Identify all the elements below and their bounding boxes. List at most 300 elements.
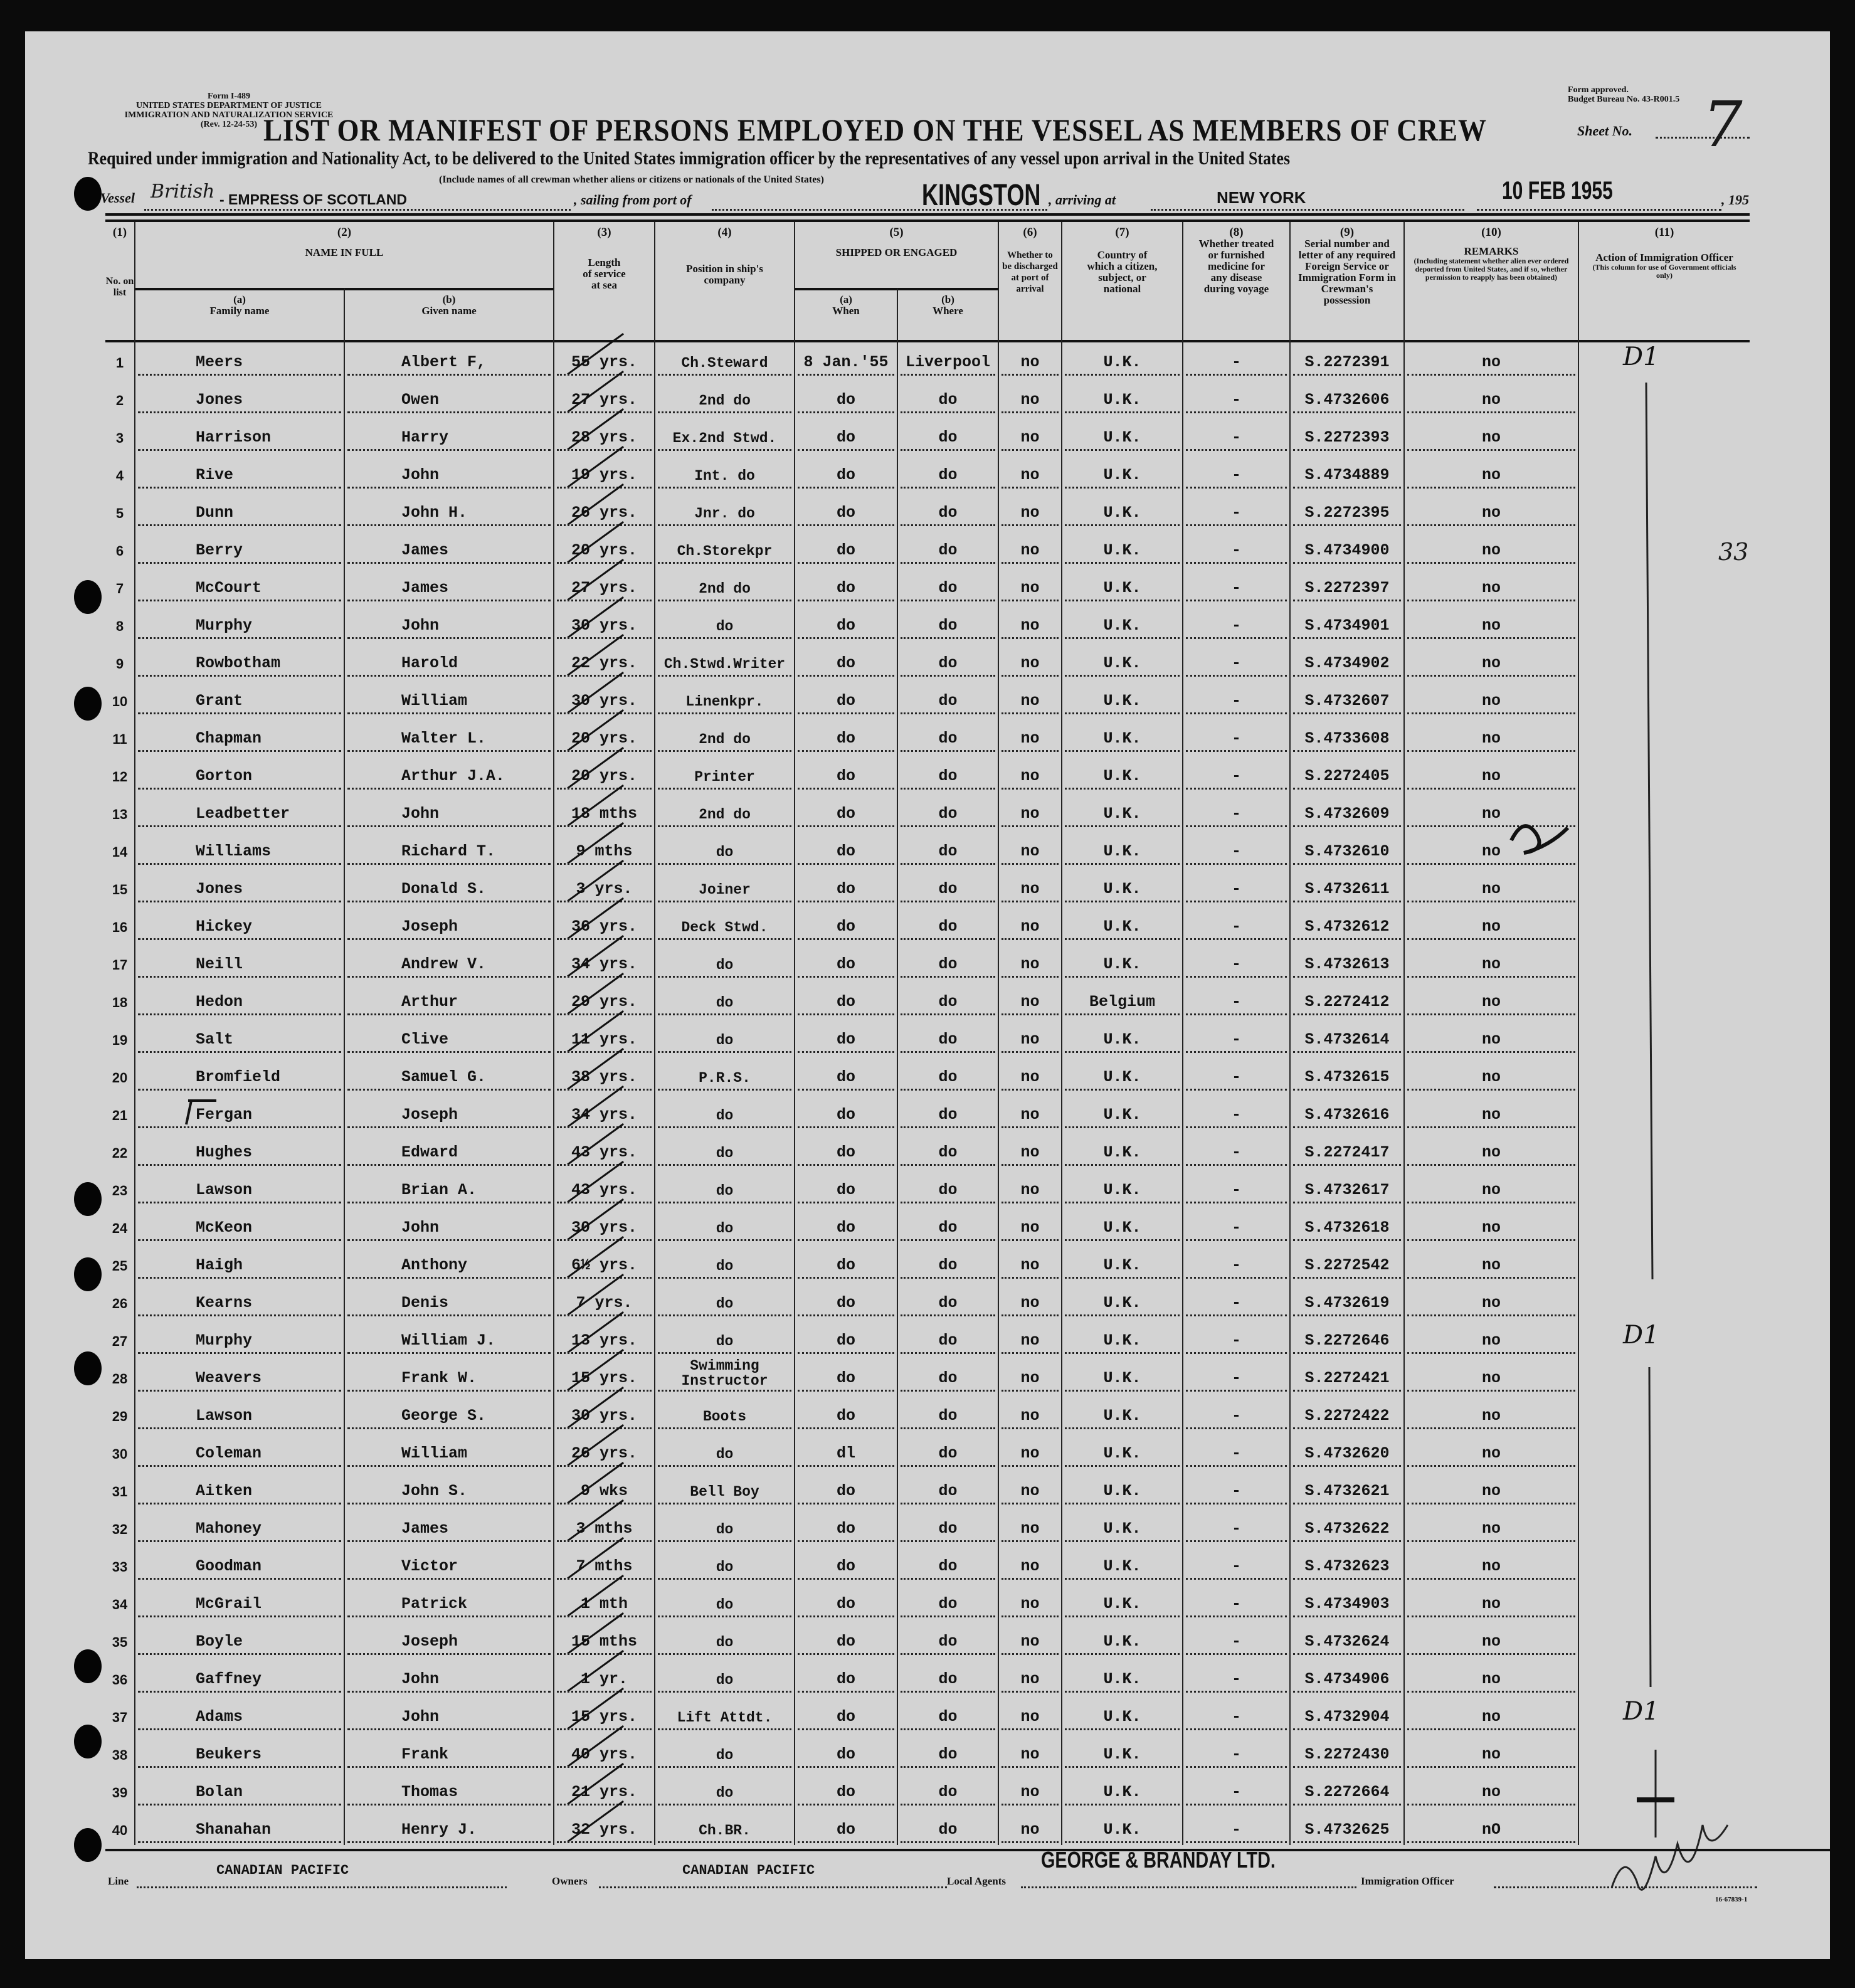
discharged: no — [999, 1205, 1062, 1243]
position: do — [655, 1243, 795, 1281]
shipped-when: do — [795, 378, 898, 415]
disease-treated: - — [1183, 378, 1291, 415]
discharged: no — [999, 378, 1062, 415]
serial-number: S.2272397 — [1291, 566, 1405, 603]
given-name: Arthur — [345, 980, 554, 1017]
given-name: Albert F, — [345, 340, 554, 378]
shipped-where: do — [898, 528, 999, 566]
immigration-action: D1 — [1623, 342, 1659, 371]
serial-number: S.2272422 — [1291, 1393, 1405, 1431]
serial-number: S.4732618 — [1291, 1205, 1405, 1243]
immigration-action: D1 — [1623, 1697, 1659, 1726]
length-of-service: 27 yrs. — [554, 378, 655, 415]
given-name: Owen — [345, 378, 554, 415]
family-name: Berry — [135, 528, 345, 566]
remarks: no — [1405, 829, 1579, 867]
given-name: Richard T. — [345, 829, 554, 867]
position: do — [655, 1130, 795, 1168]
remarks: no — [1405, 1506, 1579, 1544]
position: Boots — [655, 1393, 795, 1431]
shipped-where: do — [898, 566, 999, 603]
serial-number: S.2272412 — [1291, 980, 1405, 1017]
family-name: Hickey — [135, 904, 345, 942]
position: Ch.Stwd.Writer — [655, 641, 795, 679]
row-number: 23 — [105, 1168, 135, 1205]
family-name: Salt — [135, 1017, 345, 1055]
vessel-label: Vessel — [100, 190, 135, 206]
approval-text: Form approved. — [1568, 85, 1629, 95]
shipped-when: do — [795, 1205, 898, 1243]
position: Printer — [655, 754, 795, 791]
discharged: no — [999, 1055, 1062, 1092]
citizenship: U.K. — [1062, 528, 1183, 566]
shipped-when: do — [795, 1243, 898, 1281]
family-name: Aitken — [135, 1469, 345, 1506]
shipped-when: 8 Jan.'55 — [795, 340, 898, 378]
citizenship: U.K. — [1062, 1619, 1183, 1657]
position: Joiner — [655, 867, 795, 904]
shipped-where: do — [898, 1356, 999, 1393]
shipped-when: do — [795, 528, 898, 566]
discharged: no — [999, 1356, 1062, 1393]
discharged: no — [999, 1431, 1062, 1469]
remarks: no — [1405, 1205, 1579, 1243]
citizenship: U.K. — [1062, 679, 1183, 716]
discharged: no — [999, 1318, 1062, 1356]
row-number: 5 — [105, 490, 135, 528]
length-of-service: 18 mths — [554, 791, 655, 829]
length-of-service: 13 yrs. — [554, 1318, 655, 1356]
citizenship: U.K. — [1062, 1506, 1183, 1544]
remarks: no — [1405, 1130, 1579, 1168]
service-name: IMMIGRATION AND NATURALIZATION SERVICE — [124, 110, 334, 120]
citizenship: U.K. — [1062, 904, 1183, 942]
form-number: Form I-489 — [207, 92, 251, 101]
discharged: no — [999, 453, 1062, 490]
length-of-service: 38 yrs. — [554, 1055, 655, 1092]
remarks: no — [1405, 566, 1579, 603]
row-number: 31 — [105, 1469, 135, 1506]
length-of-service: 7 yrs. — [554, 1281, 655, 1318]
remarks: no — [1405, 716, 1579, 754]
serial-number: S.4734889 — [1291, 453, 1405, 490]
serial-number: S.4734901 — [1291, 603, 1405, 641]
serial-number: S.2272391 — [1291, 340, 1405, 378]
length-of-service: 3 mths — [554, 1506, 655, 1544]
serial-number: S.4732619 — [1291, 1281, 1405, 1318]
given-name: Edward — [345, 1130, 554, 1168]
position: Deck Stwd. — [655, 904, 795, 942]
shipped-when: do — [795, 1619, 898, 1657]
length-of-service: 9 wks — [554, 1469, 655, 1506]
remarks: no — [1405, 641, 1579, 679]
position: do — [655, 1582, 795, 1619]
family-name: Hedon — [135, 980, 345, 1017]
shipped-where: do — [898, 1318, 999, 1356]
family-name: Weavers — [135, 1356, 345, 1393]
row-number: 6 — [105, 528, 135, 566]
serial-number: S.4732621 — [1291, 1469, 1405, 1506]
shipped-where: do — [898, 453, 999, 490]
col-header-family-name: (a) Family name — [135, 288, 345, 340]
length-of-service: 20 yrs. — [554, 716, 655, 754]
given-name: James — [345, 566, 554, 603]
disease-treated: - — [1183, 1055, 1291, 1092]
serial-number: S.4732609 — [1291, 791, 1405, 829]
citizenship: U.K. — [1062, 340, 1183, 378]
position: do — [655, 1281, 795, 1318]
owners-value: CANADIAN PACIFIC — [682, 1863, 815, 1878]
length-of-service: 36 yrs. — [554, 904, 655, 942]
length-of-service: 55 yrs. — [554, 340, 655, 378]
family-name: Williams — [135, 829, 345, 867]
row-number: 21 — [105, 1092, 135, 1130]
citizenship: U.K. — [1062, 566, 1183, 603]
remarks: no — [1405, 528, 1579, 566]
shipped-where: do — [898, 415, 999, 453]
discharged: no — [999, 1807, 1062, 1845]
position: do — [655, 1657, 795, 1695]
serial-number: S.4734906 — [1291, 1657, 1405, 1695]
row-number: 36 — [105, 1657, 135, 1695]
shipped-when: do — [795, 1055, 898, 1092]
shipped-where: do — [898, 490, 999, 528]
remarks: no — [1405, 1582, 1579, 1619]
serial-number: S.2272646 — [1291, 1318, 1405, 1356]
family-name: Bolan — [135, 1770, 345, 1807]
shipped-where: do — [898, 1281, 999, 1318]
family-name: Dunn — [135, 490, 345, 528]
citizenship: U.K. — [1062, 1243, 1183, 1281]
discharged: no — [999, 1281, 1062, 1318]
row-number: 1 — [105, 340, 135, 378]
length-of-service: 1 mth — [554, 1582, 655, 1619]
remarks: no — [1405, 490, 1579, 528]
disease-treated: - — [1183, 1770, 1291, 1807]
citizenship: U.K. — [1062, 1431, 1183, 1469]
family-name: Bromfield — [135, 1055, 345, 1092]
discharged: no — [999, 603, 1062, 641]
citizenship: U.K. — [1062, 378, 1183, 415]
citizenship: U.K. — [1062, 1092, 1183, 1130]
length-of-service: 20 yrs. — [554, 528, 655, 566]
row-number: 16 — [105, 904, 135, 942]
bracket-line — [1649, 1367, 1651, 1687]
discharged: no — [999, 1168, 1062, 1205]
given-name: William — [345, 1431, 554, 1469]
shipped-when: do — [795, 829, 898, 867]
family-name: Gorton — [135, 754, 345, 791]
disease-treated: - — [1183, 1732, 1291, 1770]
length-of-service: 30 yrs. — [554, 1205, 655, 1243]
discharged: no — [999, 490, 1062, 528]
remarks: no — [1405, 942, 1579, 980]
position: do — [655, 1544, 795, 1582]
shipped-where: Liverpool — [898, 340, 999, 378]
serial-number: S.4732617 — [1291, 1168, 1405, 1205]
sheet-label: Sheet No. — [1577, 123, 1632, 139]
given-name: George S. — [345, 1393, 554, 1431]
shipped-when: dl — [795, 1431, 898, 1469]
disease-treated: - — [1183, 1582, 1291, 1619]
citizenship: Belgium — [1062, 980, 1183, 1017]
shipped-when: do — [795, 1582, 898, 1619]
position: do — [655, 1619, 795, 1657]
citizenship: U.K. — [1062, 829, 1183, 867]
discharged: no — [999, 1092, 1062, 1130]
citizenship: U.K. — [1062, 603, 1183, 641]
length-of-service: 29 yrs. — [554, 980, 655, 1017]
sailing-port: KINGSTON — [922, 179, 1041, 212]
citizenship: U.K. — [1062, 867, 1183, 904]
position: Ex.2nd Stwd. — [655, 415, 795, 453]
given-name: Joseph — [345, 1619, 554, 1657]
discharged: no — [999, 904, 1062, 942]
serial-number: S.4734903 — [1291, 1582, 1405, 1619]
given-name: Frank W. — [345, 1356, 554, 1393]
position: P.R.S. — [655, 1055, 795, 1092]
col-header-name: (2) NAME IN FULL — [135, 222, 554, 288]
shipped-when: do — [795, 1807, 898, 1845]
remarks: nO — [1405, 1807, 1579, 1845]
citizenship: U.K. — [1062, 1393, 1183, 1431]
position: do — [655, 1506, 795, 1544]
shipped-when: do — [795, 415, 898, 453]
given-name: Joseph — [345, 1092, 554, 1130]
given-name: Harold — [345, 641, 554, 679]
discharged: no — [999, 754, 1062, 791]
disease-treated: - — [1183, 415, 1291, 453]
serial-number: S.2272430 — [1291, 1732, 1405, 1770]
required-statement: Required under immigration and Nationality Act, to be delivered to the United States immigration officer by the representatives of any vessel upon arrival in the United States — [88, 148, 1290, 169]
length-of-service: 32 yrs. — [554, 1807, 655, 1845]
row-number: 38 — [105, 1732, 135, 1770]
row-number: 24 — [105, 1205, 135, 1243]
discharged: no — [999, 679, 1062, 716]
row-number: 22 — [105, 1130, 135, 1168]
row-number: 7 — [105, 566, 135, 603]
col-header-shipped: (5) SHIPPED OR ENGAGED — [795, 222, 999, 288]
row-number: 39 — [105, 1770, 135, 1807]
length-of-service: 28 yrs. — [554, 415, 655, 453]
shipped-when: do — [795, 1130, 898, 1168]
shipped-when: do — [795, 1393, 898, 1431]
remarks: no — [1405, 1393, 1579, 1431]
family-name: Fergan — [135, 1092, 345, 1130]
serial-number: S.4732616 — [1291, 1092, 1405, 1130]
local-agents-value: GEORGE & BRANDAY LTD. — [1041, 1847, 1276, 1873]
discharged: no — [999, 1506, 1062, 1544]
position: do — [655, 603, 795, 641]
given-name: Frank — [345, 1732, 554, 1770]
position: Swimming Instructor — [655, 1356, 795, 1393]
given-name: Henry J. — [345, 1807, 554, 1845]
length-of-service: 26 yrs. — [554, 1431, 655, 1469]
shipped-when: do — [795, 490, 898, 528]
disease-treated: - — [1183, 1130, 1291, 1168]
row-number: 17 — [105, 942, 135, 980]
row-number: 25 — [105, 1243, 135, 1281]
discharged: no — [999, 1393, 1062, 1431]
position: Bell Boy — [655, 1469, 795, 1506]
shipped-where: do — [898, 378, 999, 415]
serial-number: S.4732614 — [1291, 1017, 1405, 1055]
remarks: no — [1405, 867, 1579, 904]
citizenship: U.K. — [1062, 754, 1183, 791]
position: 2nd do — [655, 566, 795, 603]
row-number: 8 — [105, 603, 135, 641]
shipped-when: do — [795, 1657, 898, 1695]
disease-treated: - — [1183, 1281, 1291, 1318]
arriving-label: , arriving at — [1049, 192, 1116, 208]
row-number: 29 — [105, 1393, 135, 1431]
family-name: Rive — [135, 453, 345, 490]
row-number: 15 — [105, 867, 135, 904]
shipped-where: do — [898, 1205, 999, 1243]
serial-number: S.4732607 — [1291, 679, 1405, 716]
disease-treated: - — [1183, 980, 1291, 1017]
citizenship: U.K. — [1062, 1695, 1183, 1732]
shipped-where: do — [898, 1657, 999, 1695]
arriving-port: NEW YORK — [1217, 188, 1306, 207]
position: Ch.BR. — [655, 1807, 795, 1845]
family-name: Shanahan — [135, 1807, 345, 1845]
col-header-given-name: (b) Given name — [345, 288, 554, 340]
citizenship: U.K. — [1062, 716, 1183, 754]
given-name: John — [345, 1205, 554, 1243]
discharged: no — [999, 716, 1062, 754]
length-of-service: 15 yrs. — [554, 1695, 655, 1732]
remarks: no — [1405, 791, 1579, 829]
discharged: no — [999, 980, 1062, 1017]
shipped-where: do — [898, 980, 999, 1017]
shipped-when: do — [795, 1092, 898, 1130]
shipped-when: do — [795, 1506, 898, 1544]
length-of-service: 19 yrs. — [554, 453, 655, 490]
col-header-discharged: (6) Whether to be discharged at port of arrival — [999, 222, 1062, 340]
serial-number: S.2272417 — [1291, 1130, 1405, 1168]
length-of-service: 6½ yrs. — [554, 1243, 655, 1281]
discharged: no — [999, 641, 1062, 679]
citizenship: U.K. — [1062, 453, 1183, 490]
serial-number: S.4734900 — [1291, 528, 1405, 566]
row-number: 19 — [105, 1017, 135, 1055]
discharged: no — [999, 1582, 1062, 1619]
family-name: Chapman — [135, 716, 345, 754]
shipped-where: do — [898, 1168, 999, 1205]
owners-label: Owners — [552, 1875, 588, 1887]
family-name: Kearns — [135, 1281, 345, 1318]
position: do — [655, 1770, 795, 1807]
serial-number: S.4732623 — [1291, 1544, 1405, 1582]
discharged: no — [999, 340, 1062, 378]
immigration-action: D1 — [1623, 1321, 1659, 1350]
serial-number: S.4733608 — [1291, 716, 1405, 754]
given-name: Donald S. — [345, 867, 554, 904]
row-number: 26 — [105, 1281, 135, 1318]
disease-treated: - — [1183, 603, 1291, 641]
serial-number: S.2272393 — [1291, 415, 1405, 453]
shipped-where: do — [898, 716, 999, 754]
citizenship: U.K. — [1062, 791, 1183, 829]
scribble-mark — [1511, 826, 1568, 853]
remarks: no — [1405, 1243, 1579, 1281]
position: do — [655, 1318, 795, 1356]
serial-number: S.4732625 — [1291, 1807, 1405, 1845]
shipped-when: do — [795, 1469, 898, 1506]
given-name: William J. — [345, 1318, 554, 1356]
remarks: no — [1405, 1092, 1579, 1130]
given-name: John — [345, 1695, 554, 1732]
length-of-service: 9 mths — [554, 829, 655, 867]
remarks: no — [1405, 1657, 1579, 1695]
remarks: no — [1405, 1356, 1579, 1393]
col-header-position: (4) Position in ship's company — [655, 222, 795, 340]
disease-treated: - — [1183, 1356, 1291, 1393]
shipped-when: do — [795, 1770, 898, 1807]
row-number: 13 — [105, 791, 135, 829]
disease-treated: - — [1183, 490, 1291, 528]
family-name: McGrail — [135, 1582, 345, 1619]
vessel-name: - EMPRESS OF SCOTLAND — [219, 191, 408, 208]
citizenship: U.K. — [1062, 1318, 1183, 1356]
length-of-service: 1 yr. — [554, 1657, 655, 1695]
col-header-country: (7) Country of which a citizen, subject, or national — [1062, 222, 1183, 340]
remarks: no — [1405, 453, 1579, 490]
discharged: no — [999, 528, 1062, 566]
shipped-where: do — [898, 1732, 999, 1770]
footer-divider — [105, 1849, 1830, 1851]
position: Ch.Storekpr — [655, 528, 795, 566]
length-of-service: 11 yrs. — [554, 1017, 655, 1055]
position: do — [655, 942, 795, 980]
given-name: Anthony — [345, 1243, 554, 1281]
remarks: no — [1405, 1281, 1579, 1318]
position: do — [655, 980, 795, 1017]
remarks: no — [1405, 1055, 1579, 1092]
shipped-where: do — [898, 1055, 999, 1092]
page-title: LIST OR MANIFEST OF PERSONS EMPLOYED ON THE VESSEL AS MEMBERS OF CREW — [263, 112, 1487, 147]
discharged: no — [999, 1243, 1062, 1281]
shipped-where: do — [898, 754, 999, 791]
serial-number: S.2272395 — [1291, 490, 1405, 528]
col-header-no: (1) No. on list — [105, 222, 135, 340]
col-header-when: (a) When — [795, 288, 898, 340]
position: do — [655, 1017, 795, 1055]
given-name: James — [345, 1506, 554, 1544]
col-header-remarks: (10) REMARKS (Including statement whether alien ever ordered deported from United States, and if so, whether permission to reapply has been obtained) — [1405, 222, 1579, 340]
discharged: no — [999, 1619, 1062, 1657]
given-name: Thomas — [345, 1770, 554, 1807]
citizenship: U.K. — [1062, 1732, 1183, 1770]
row-number: 2 — [105, 378, 135, 415]
line-label: Line — [108, 1875, 129, 1887]
row-number: 18 — [105, 980, 135, 1017]
disease-treated: - — [1183, 566, 1291, 603]
shipped-when: do — [795, 679, 898, 716]
position: Int. do — [655, 453, 795, 490]
disease-treated: - — [1183, 340, 1291, 378]
serial-number: S.4732610 — [1291, 829, 1405, 867]
row-number: 3 — [105, 415, 135, 453]
shipped-when: do — [795, 1695, 898, 1732]
given-name: Victor — [345, 1544, 554, 1582]
col-header-serial: (9) Serial number and letter of any required Foreign Service or Immigration Form in Crewman's possession — [1291, 222, 1405, 340]
length-of-service: 34 yrs. — [554, 942, 655, 980]
citizenship: U.K. — [1062, 1657, 1183, 1695]
disease-treated: - — [1183, 716, 1291, 754]
given-name: James — [345, 528, 554, 566]
